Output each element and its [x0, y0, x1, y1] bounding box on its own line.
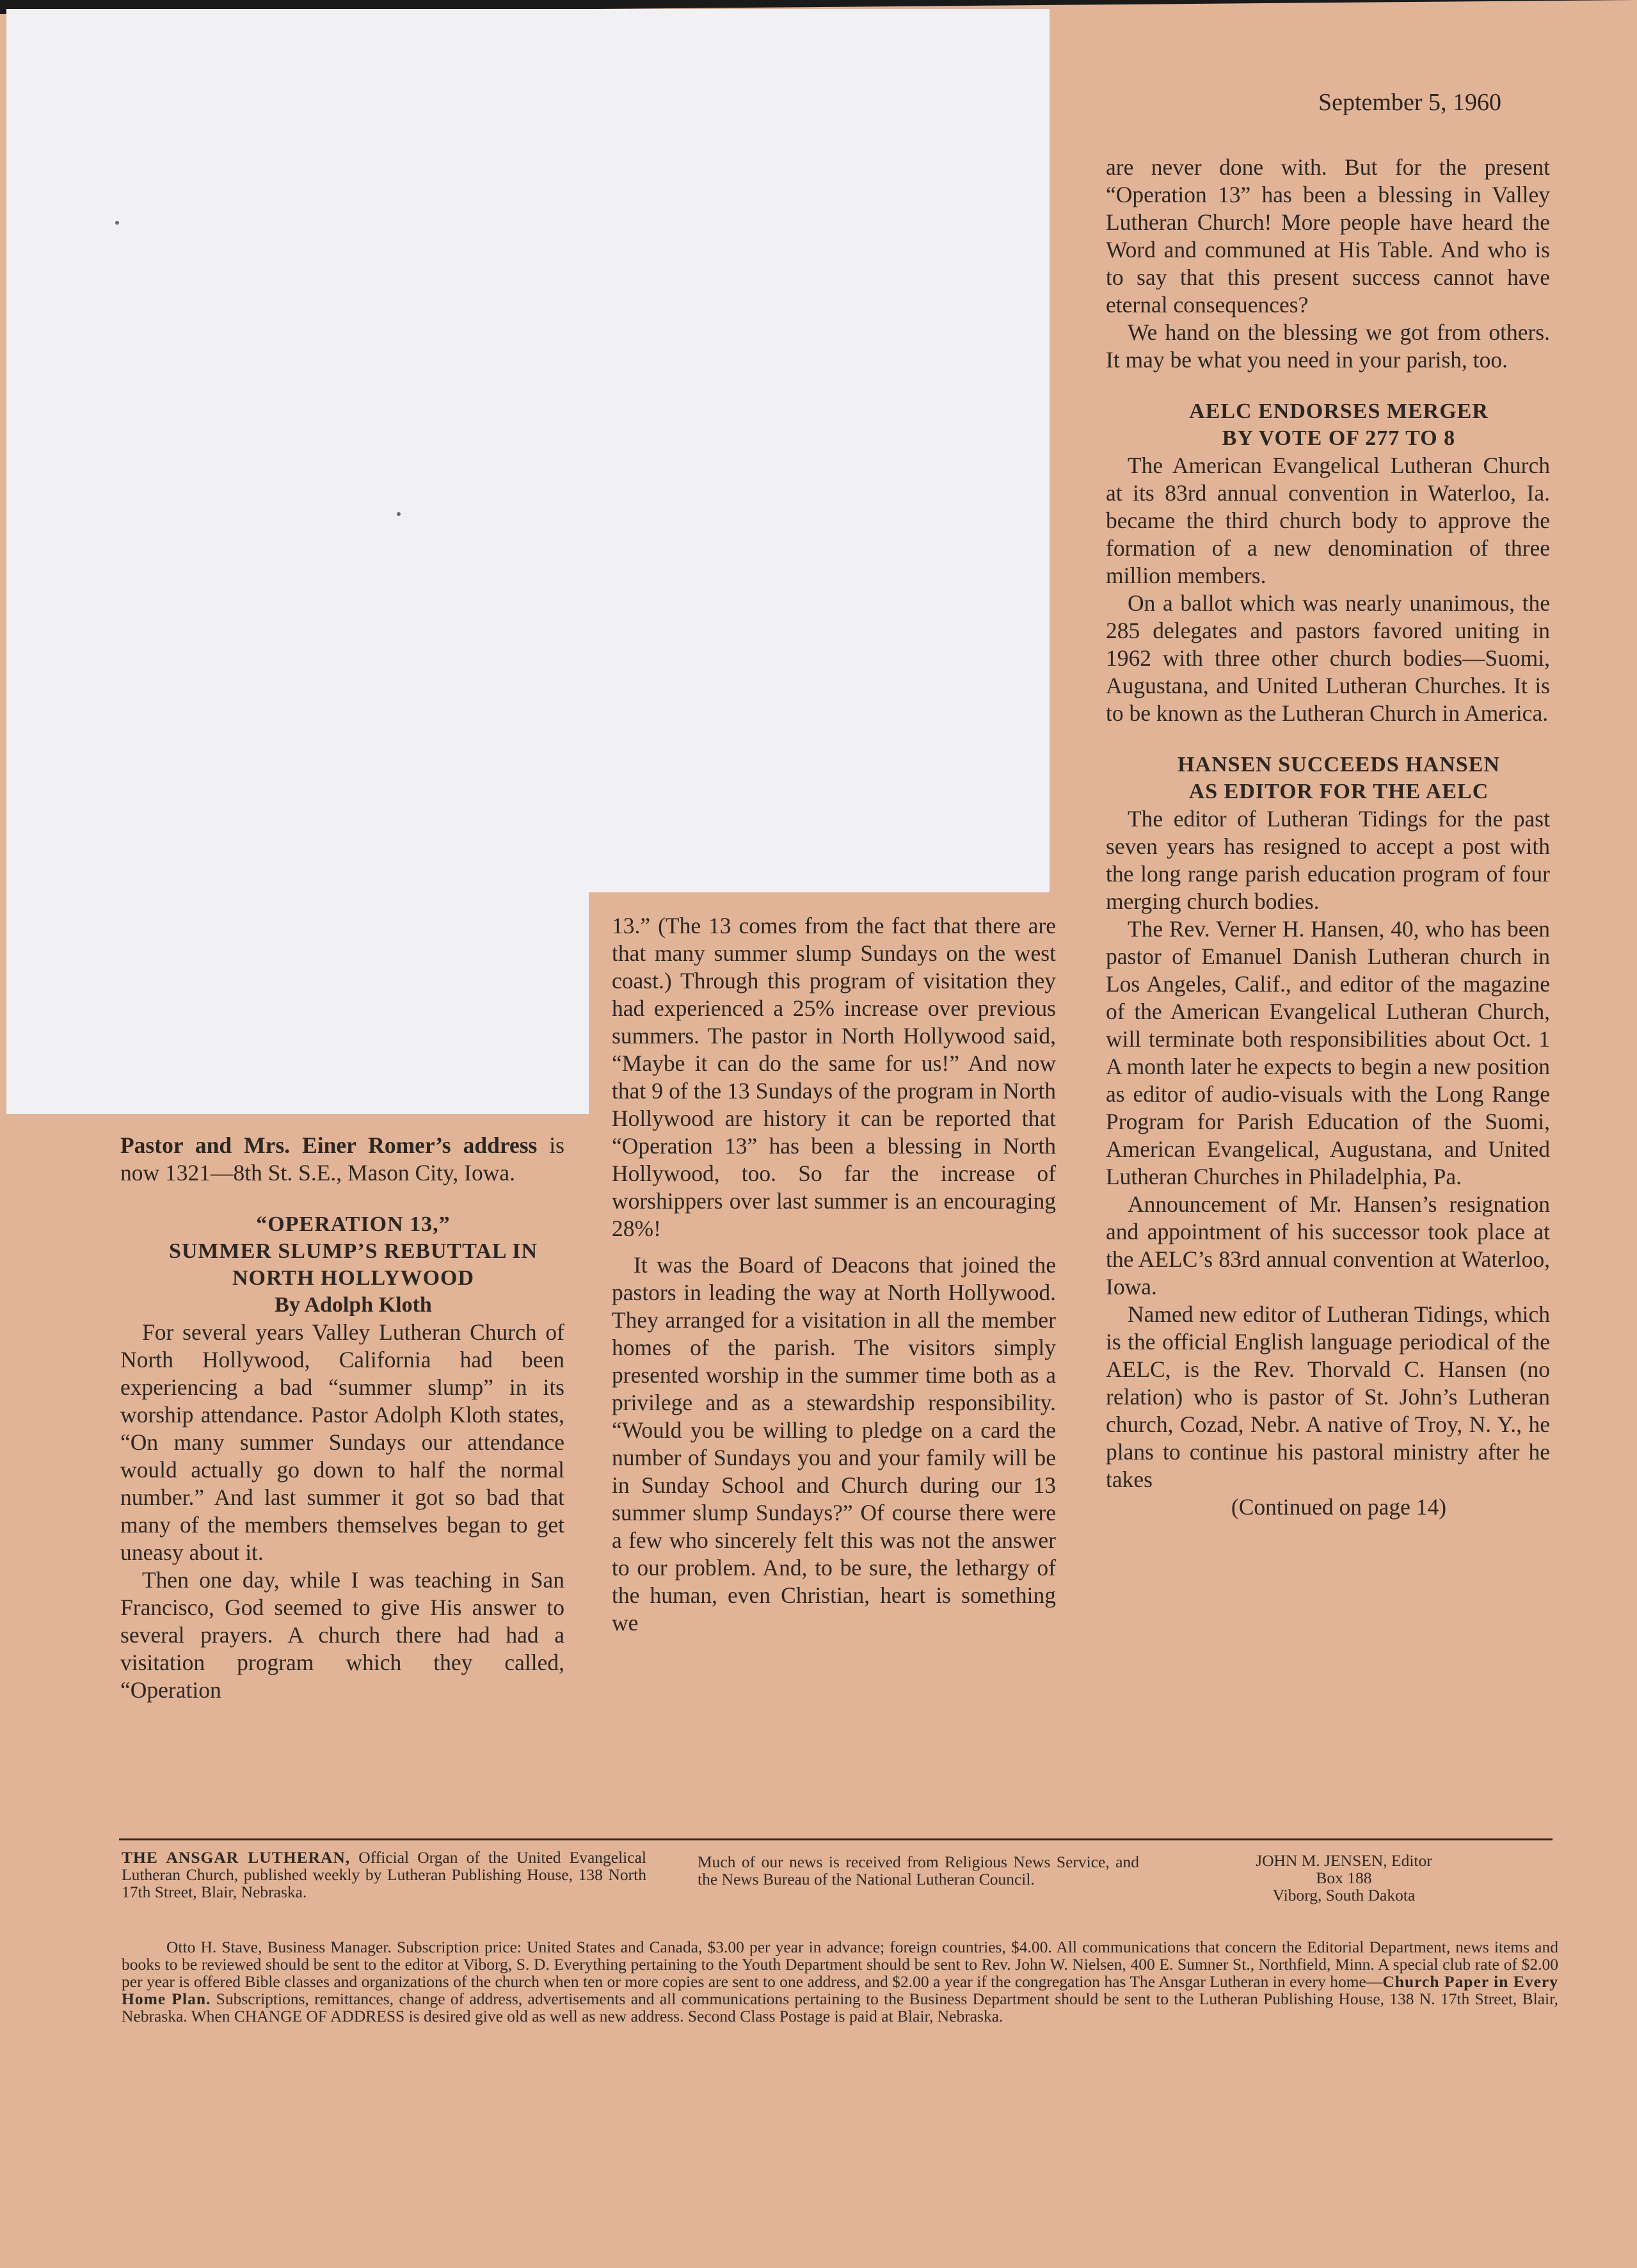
paper-speck — [397, 512, 401, 516]
blank-backing-sheet — [6, 9, 1050, 892]
masthead-editor — [1178, 1852, 1510, 1904]
right-column — [1106, 154, 1550, 1521]
byline: By Adolph Kloth — [275, 1293, 432, 1317]
masthead-news-service: Much of our news is received from Religious News Service, and the News Bureau of the National Lutheran Council. — [698, 1853, 1139, 1888]
middle-column — [612, 912, 1056, 1637]
headline: BY VOTE OF 277 TO 8 — [1222, 426, 1456, 450]
blank-backing-sheet-lower — [6, 883, 589, 1114]
paragraph: 13.” (The 13 comes from the fact that there are that many summer slump Sundays on the west coast.) Through this program of visitation they had experienced a 25% increase over previous summers. The pastor in North Hollywood said, “Maybe it can do the same for us!” And now that 9 of the 13 Sundays of the program in North Hollywood are history it can be reported that “Operation 13” has been a blessing in North Hollywood, too. So far the increase of worshippers over last summer is an encouraging 28%! — [612, 913, 1056, 1241]
paragraph: Then one day, while I was teaching in San Francisco, God seemed to give His answer to several prayers. A church there had had a visitation program which they called, “Operation — [120, 1567, 564, 1703]
masthead-rule — [119, 1838, 1553, 1840]
paragraph: are never done with. But for the present “Operation 13” has been a blessing in Valley Lutheran Church! More people have heard the Word and communed at His Table. And who is to say that this present success cannot have eternal consequences? — [1106, 154, 1550, 318]
paragraph: The editor of Lutheran Tidings for the past seven years has resigned to accept a post with the long range parish education program of four merging church bodies. — [1106, 806, 1550, 914]
headline: AELC ENDORSES MERGER — [1189, 399, 1489, 423]
business-plan: Church Paper in Every Home Plan. — [122, 1972, 1559, 2008]
editor-city: Viborg, South Dakota — [1272, 1886, 1416, 1904]
romer-note-rest: is now 1321—8th St. S.E., Mason City, Iowa. — [120, 1132, 564, 1186]
paragraph: For several years Valley Lutheran Church of North Hollywood, California had been experiencing a bad “summer slump” in its worship attendance. Pastor Adolph Kloth states, “On many summer Sundays our attendance would actually go down to half the normal number.” And last summer it got so bad that many of the members themselves began to get uneasy about it. — [120, 1319, 564, 1565]
paper-speck — [115, 221, 119, 225]
paragraph: The Rev. Verner H. Hansen, 40, who has been pastor of Emanuel Danish Lutheran church in Los Angeles, Calif., and editor of the magazine of the American Evangelical Lutheran Church, will terminate both responsibilities about Oct. 1 A month later he expects to begin a new position as editor of audio-visuals with the Long Range Program for Parish Education of the Suomi, American Evangelical, Augustana, and United Lutheran Churches in Philadelphia, Pa. — [1106, 916, 1550, 1189]
headline: HANSEN SUCCEEDS HANSEN — [1178, 753, 1500, 776]
publication-info: Official Organ of the United Evangelical Lutheran Church, published weekly by Lutheran Publishing House, 138 North 17th Street, Blair, Nebraska. — [122, 1848, 646, 1901]
paragraph: The American Evangelical Lutheran Church at its 83rd annual convention in Waterloo, Ia. became the third church body to approve the formation of a new denomination of three million members. — [1106, 453, 1550, 588]
issue-date: September 5, 1960 — [1318, 89, 1502, 116]
masthead-business — [122, 1938, 1558, 2025]
paragraph: On a ballot which was nearly unanimous, the 285 delegates and pastors favored uniting in 1962 with three other church bodies—Suomi, Augustana, and United Lutheran Churches. It is to be known as the Lutheran Church in America. — [1106, 590, 1550, 726]
editor-box: Box 188 — [1316, 1869, 1372, 1887]
publication-title: THE ANSGAR LUTHERAN, — [122, 1848, 351, 1867]
paragraph: We hand on the blessing we got from others. It may be what you need in your parish, too. — [1106, 319, 1550, 373]
masthead-publisher — [122, 1849, 646, 1901]
editor-name: JOHN M. JENSEN, Editor — [1256, 1851, 1432, 1870]
paragraph: It was the Board of Deacons that joined the pastors in leading the way at North Hollywood. They arranged for a visitation in all the member homes of the parish. The visitors simply presented worship in the summer time both as a privilege and as a stewardship responsibility. “Would you be willing to pledge on a card the number of Sundays you and your family will be in Sunday School and Church during our 13 summer slump Sundays?” Of course there were a few who sincerely felt this was not the answer to our problem. And, to be sure, the lethargy of the human, even Christian, heart is something we — [612, 1252, 1056, 1636]
romer-note-lead: Pastor and Mrs. Einer Romer’s address — [120, 1132, 538, 1158]
romer-note — [120, 1132, 564, 1187]
paragraph: Announcement of Mr. Hansen’s resignation and appointment of his successor took place at the AELC’s 83rd annual convention at Waterloo, Iowa. — [1106, 1191, 1550, 1299]
business-text-rest: Subscriptions, remittances, change of address, advertisements and all communications pertaining to the Business Department should be sent to the Lutheran Publishing House, 138 N. 17th Street, Blair, Nebraska. When CHANGE OF ADDRESS is desired give old as well as new address. Second Class Postage is paid at Blair, Nebraska. — [122, 1990, 1558, 2025]
continued-note: (Continued on page 14) — [1231, 1494, 1447, 1520]
business-text: Otto H. Stave, Business Manager. Subscription price: United States and Canada, $3.00 per year in advance; foreign countries, $4.00. All communications that concern the Editorial Department, news items and books to be reviewed should be sent to the editor at Viborg, S. D. Everything pertaining to the Youth Department should be sent to Rev. John W. Nielsen, 400 E. Sumner St., Northfield, Minn. A special club rate of $2.00 per year is offered Bible classes and organizations of the church when ten or more copies are sent to one address, and $2.00 a year if the congregation has The Ansgar Lutheran in every home— — [122, 1938, 1558, 1991]
headline: AS EDITOR FOR THE AELC — [1188, 780, 1489, 803]
left-column — [120, 1132, 564, 1704]
headline: NORTH HOLLYWOOD — [232, 1266, 475, 1290]
paragraph: Named new editor of Lutheran Tidings, which is the official English language periodical of the AELC, is the Rev. Thorvald C. Hansen (no relation) who is pastor of St. John’s Lutheran church, Cozad, Nebr. A native of Troy, N. Y., he plans to continue his pastoral ministry after he takes — [1106, 1301, 1550, 1492]
headline: SUMMER SLUMP’S REBUTTAL IN — [168, 1239, 538, 1263]
headline: “OPERATION 13,” — [256, 1212, 451, 1236]
